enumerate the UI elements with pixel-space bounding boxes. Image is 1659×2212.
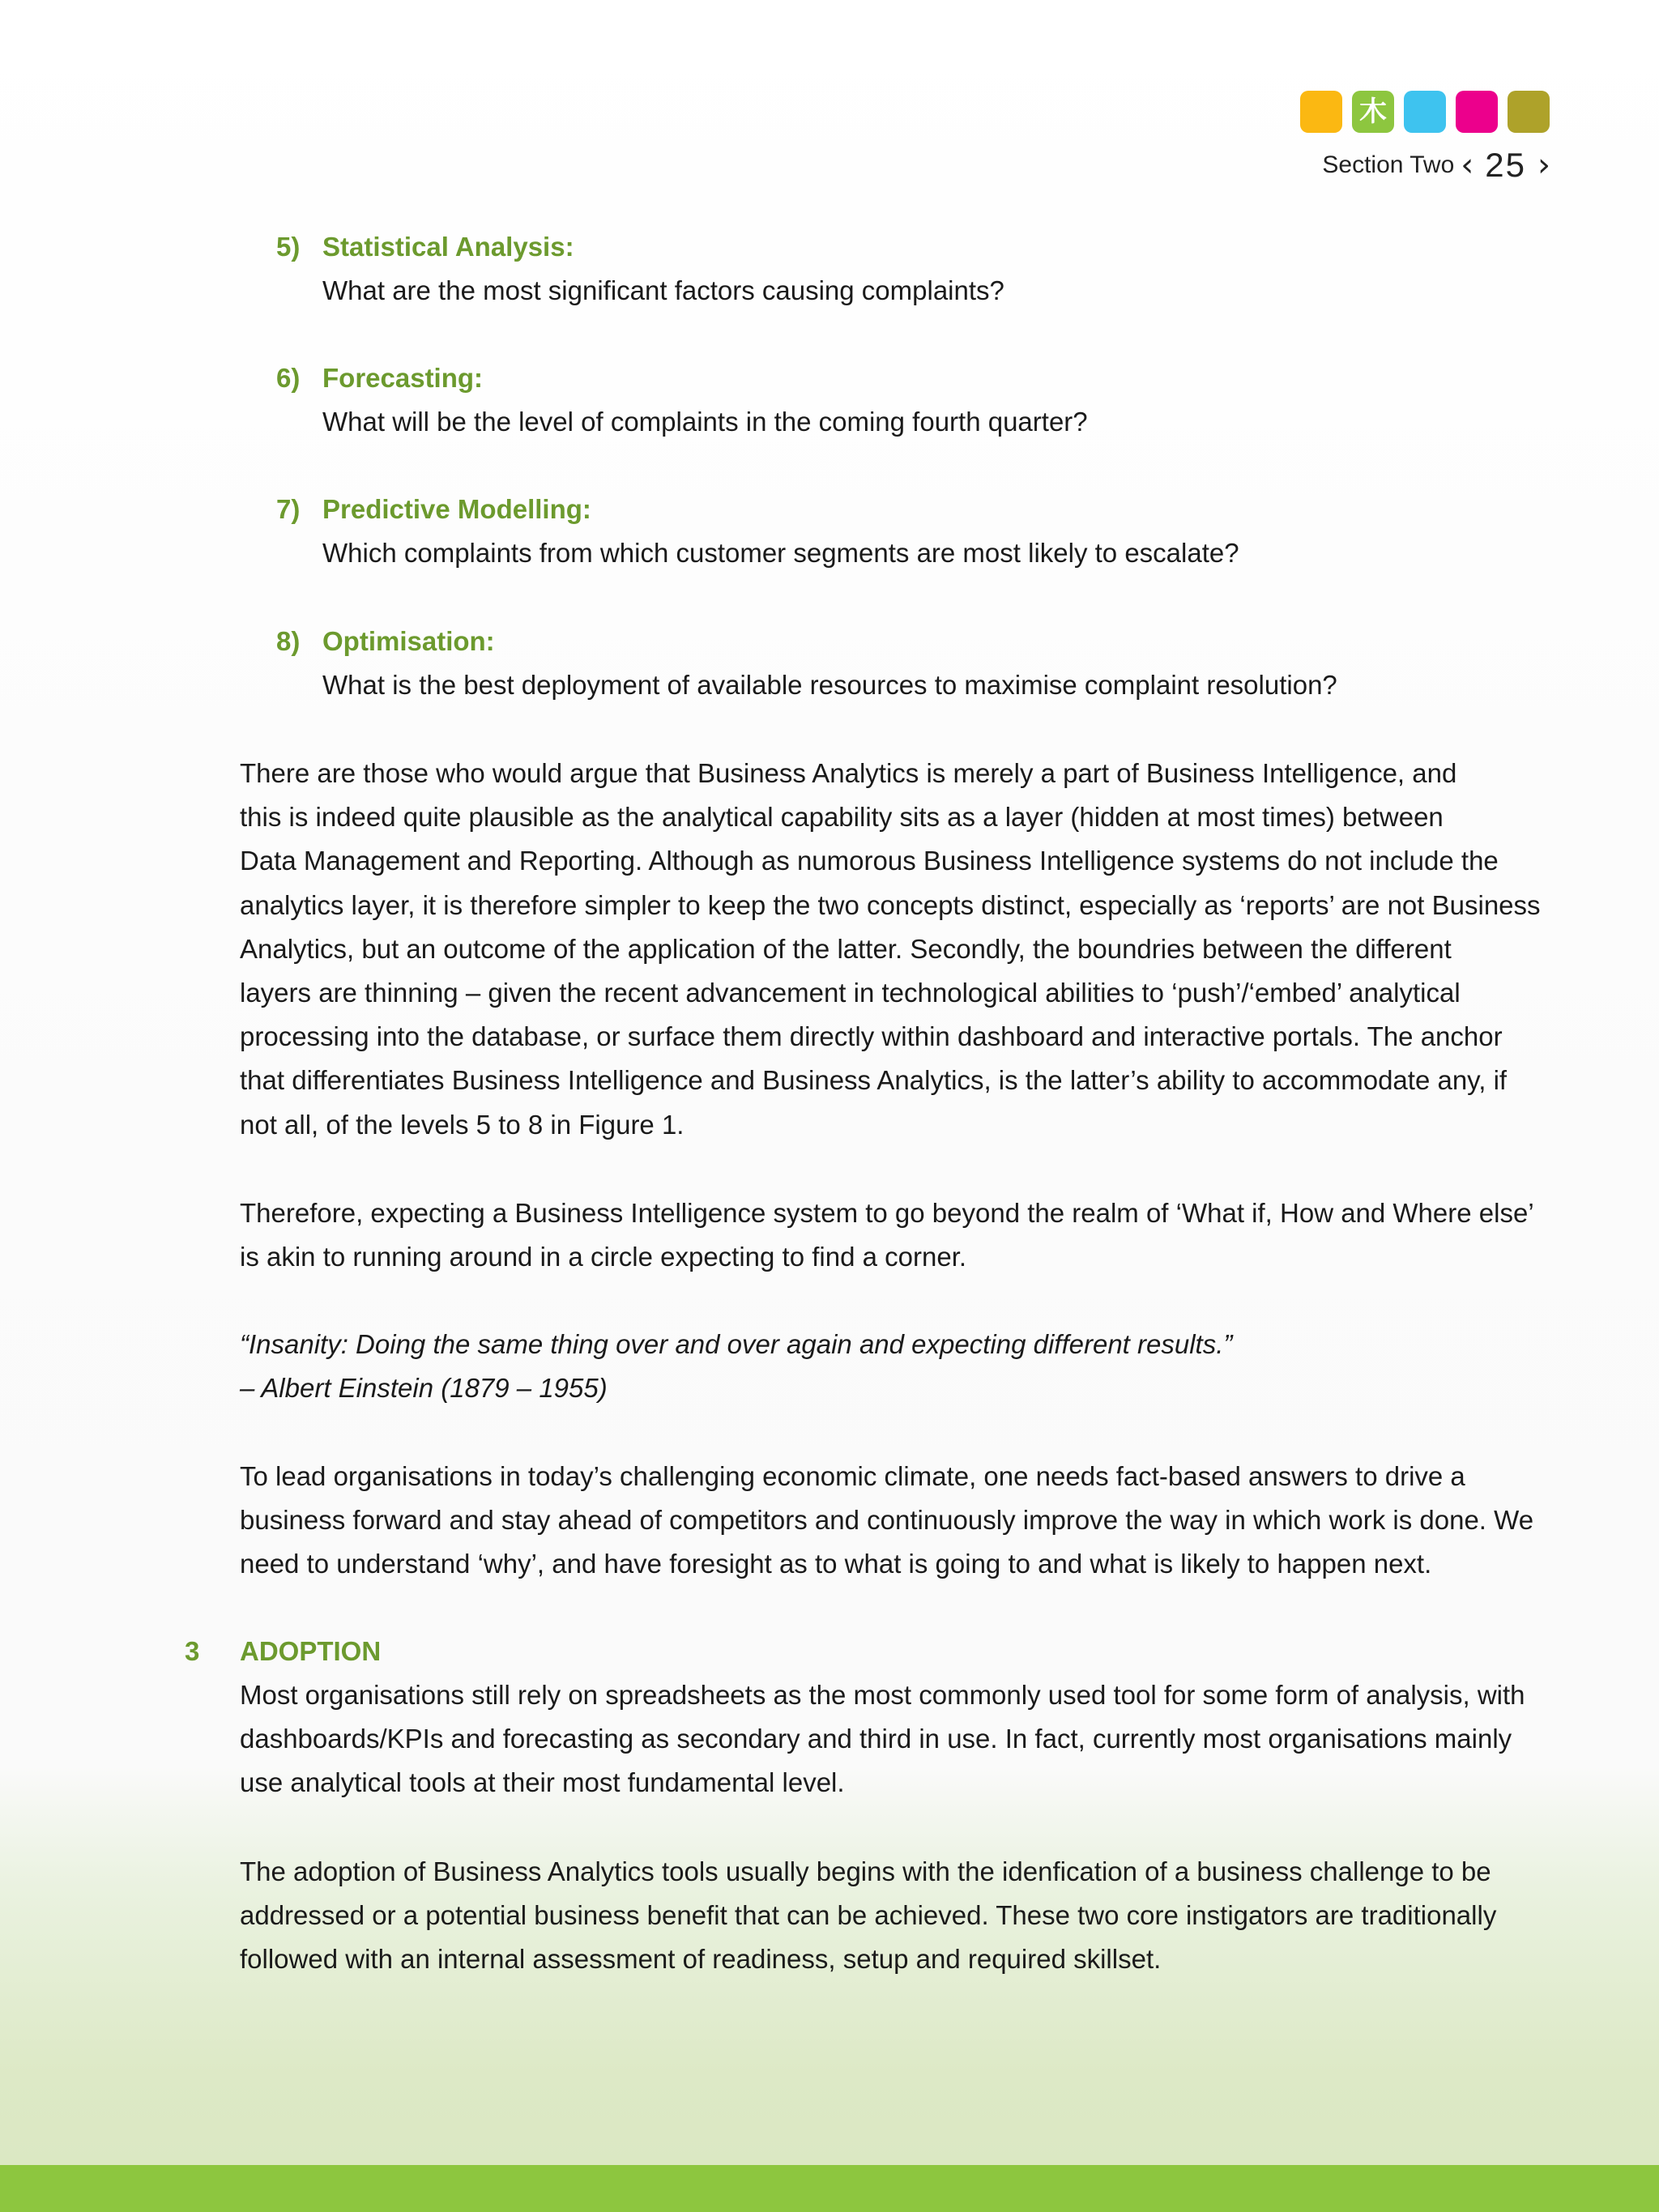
page-navigation bbox=[1322, 146, 1550, 185]
page-number: 25 bbox=[1485, 146, 1526, 184]
text-line: Therefore, expecting a Business Intelligence system to go beyond the realm of ‘What if, How and Where else’ bbox=[240, 1198, 1534, 1228]
text-line: addressed or a potential business benefit that can be achieved. These two core instigators are traditionally bbox=[240, 1900, 1497, 1931]
tile-olive[interactable] bbox=[1508, 91, 1550, 133]
tile-green[interactable] bbox=[1352, 91, 1394, 133]
text-line: Data Management and Reporting. Although as numorous Business Intelligence systems do not include the bbox=[240, 846, 1499, 876]
item-title: Optimisation: bbox=[322, 626, 495, 656]
tile-magenta[interactable] bbox=[1456, 91, 1498, 133]
text-line: layers are thinning – given the recent advancement in technological abilities to ‘push’/‘embed’ analytical bbox=[240, 978, 1461, 1008]
item-title: Statistical Analysis: bbox=[322, 232, 574, 262]
text-line: There are those who would argue that Business Analytics is merely a part of Business Intelligence, and bbox=[240, 758, 1457, 788]
paragraph-adoption-1 bbox=[240, 1673, 1525, 1805]
text-line: not all, of the levels 5 to 8 in Figure 1. bbox=[240, 1109, 684, 1140]
text-line: The adoption of Business Analytics tools usually begins with the idenfication of a business challenge to be bbox=[240, 1856, 1491, 1886]
text-line: dashboards/KPIs and forecasting as secondary and third in use. In fact, currently most organisations mainly bbox=[240, 1724, 1512, 1754]
text-line: followed with an internal assessment of readiness, setup and required skillset. bbox=[240, 1944, 1162, 1975]
item-title: Forecasting: bbox=[322, 363, 484, 393]
item-number: 8) bbox=[276, 626, 301, 656]
text-line: business forward and stay ahead of competitors and continuously improve the way in which work is done. We bbox=[240, 1505, 1534, 1536]
item-title: Predictive Modelling: bbox=[322, 494, 591, 524]
paragraph-adoption-2 bbox=[240, 1850, 1512, 1982]
section-nav-tiles bbox=[1300, 91, 1550, 133]
text-line: To lead organisations in today’s challenging economic climate, one needs fact-based answers to drive a bbox=[240, 1461, 1465, 1491]
text-line: Most organisations still rely on spreadsheets as the most commonly used tool for some form of analysis, with bbox=[240, 1680, 1525, 1710]
section-title: ADOPTION bbox=[240, 1636, 382, 1666]
text-line: this is indeed quite plausible as the analytical capability sits as a layer (hidden at most times) between bbox=[240, 802, 1444, 833]
text-line: processing into the database, or surface them directly within dashboard and interactive portals. The anchor bbox=[240, 1021, 1503, 1052]
paragraph-therefore bbox=[240, 1191, 1534, 1279]
text-line: analytics layer, it is therefore simpler to keep the two concepts distinct, especially as ‘reports’ are not Business bbox=[240, 889, 1541, 920]
next-page-icon[interactable]: › bbox=[1537, 147, 1550, 184]
item-description: What is the best deployment of available resources to maximise complaint resolution? bbox=[322, 670, 1337, 700]
text-line: need to understand ‘why’, and have foresight as to what is going to and what is likely to happen next. bbox=[240, 1549, 1432, 1579]
text-line: that differentiates Business Intelligence and Business Analytics, is the latter’s ability to accommodate any, if bbox=[240, 1065, 1508, 1096]
item-number: 5) bbox=[276, 232, 301, 262]
paragraph-to-lead bbox=[240, 1455, 1534, 1587]
item-number: 6) bbox=[276, 363, 301, 393]
quote-text: “Insanity: Doing the same thing over and over again and expecting different results.” bbox=[240, 1329, 1233, 1359]
tile-orange[interactable] bbox=[1300, 91, 1342, 133]
item-description: What are the most significant factors causing complaints? bbox=[322, 275, 1004, 305]
paragraph-bi-vs-ba bbox=[240, 752, 1541, 1147]
item-description: Which complaints from which customer segments are most likely to escalate? bbox=[322, 538, 1239, 568]
tree-icon: 木 bbox=[1359, 96, 1387, 128]
item-number: 7) bbox=[276, 494, 301, 524]
section-label: Section Two bbox=[1322, 151, 1455, 178]
text-line: Analytics, but an outcome of the application of the latter. Secondly, the boundries between the different bbox=[240, 933, 1452, 964]
previous-page-icon[interactable]: ‹ bbox=[1461, 147, 1474, 184]
section-number: 3 bbox=[185, 1636, 200, 1666]
text-line: is akin to running around in a circle expecting to find a corner. bbox=[240, 1242, 967, 1272]
text-line: use analytical tools at their most fundamental level. bbox=[240, 1767, 845, 1798]
einstein-quote bbox=[240, 1323, 1512, 1410]
quote-attribution: – Albert Einstein (1879 – 1955) bbox=[240, 1373, 608, 1404]
tile-cyan[interactable] bbox=[1404, 91, 1446, 133]
item-description: What will be the level of complaints in the coming fourth quarter? bbox=[322, 407, 1088, 437]
footer-bar bbox=[0, 2165, 1659, 2212]
